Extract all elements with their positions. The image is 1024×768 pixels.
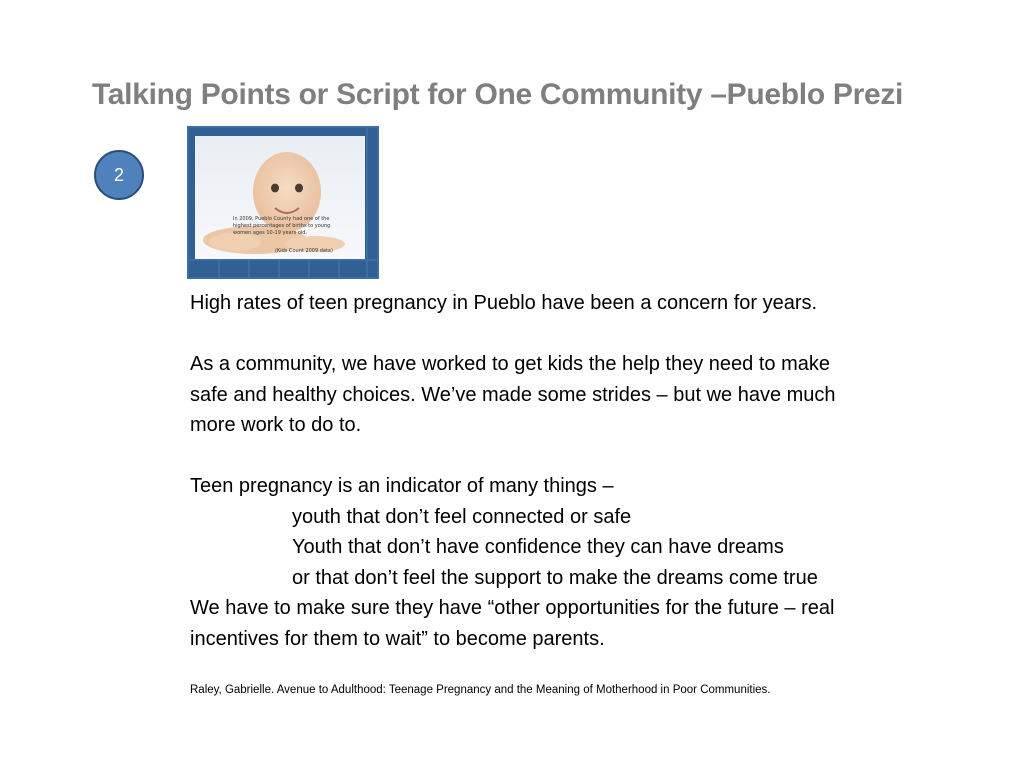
slide-number-badge	[94, 150, 144, 200]
caption-line-3: women ages 10-19 years old.	[233, 230, 308, 236]
slide-title: Talking Points or Script for One Community –Pueblo Prezi	[92, 78, 904, 111]
talking-points	[190, 288, 980, 654]
indicator-item-2: Youth that don’t have confidence they can have dreams	[292, 536, 784, 558]
baby-photo	[187, 126, 379, 279]
paragraph-2-line-1: As a community, we have worked to get kids the help they need to make	[190, 353, 830, 375]
paragraph-2-line-3: more work to do to.	[190, 414, 362, 436]
paragraph-3-intro: Teen pregnancy is an indicator of many things –	[190, 475, 614, 497]
reference-citation: Raley, Gabrielle. Avenue to Adulthood: Teenage Pregnancy and the Meaning of Motherhood in Poor Communities.	[190, 684, 771, 696]
paragraph-2-line-2: safe and healthy choices. We’ve made some strides – but we have much	[190, 383, 836, 406]
slide-number: 2	[113, 164, 124, 185]
baby-photo-illustration	[189, 128, 377, 277]
caption-line-2: highest percentages of births to young	[233, 223, 331, 229]
caption-line-4: (Kids Count 2009 data)	[275, 248, 333, 254]
indicator-item-1: youth that don’t feel connected or safe	[292, 505, 632, 528]
indicator-item-3: or that don’t feel the support to make the dreams come true	[292, 566, 818, 589]
paragraph-4-line-1: We have to make sure they have “other opportunities for the future – real	[190, 597, 835, 619]
caption-line-1: In 2009, Pueblo County had one of the	[233, 216, 330, 222]
paragraph-1: High rates of teen pregnancy in Pueblo have been a concern for years.	[190, 292, 818, 314]
paragraph-4-line-2: incentives for them to wait” to become parents.	[190, 627, 605, 650]
